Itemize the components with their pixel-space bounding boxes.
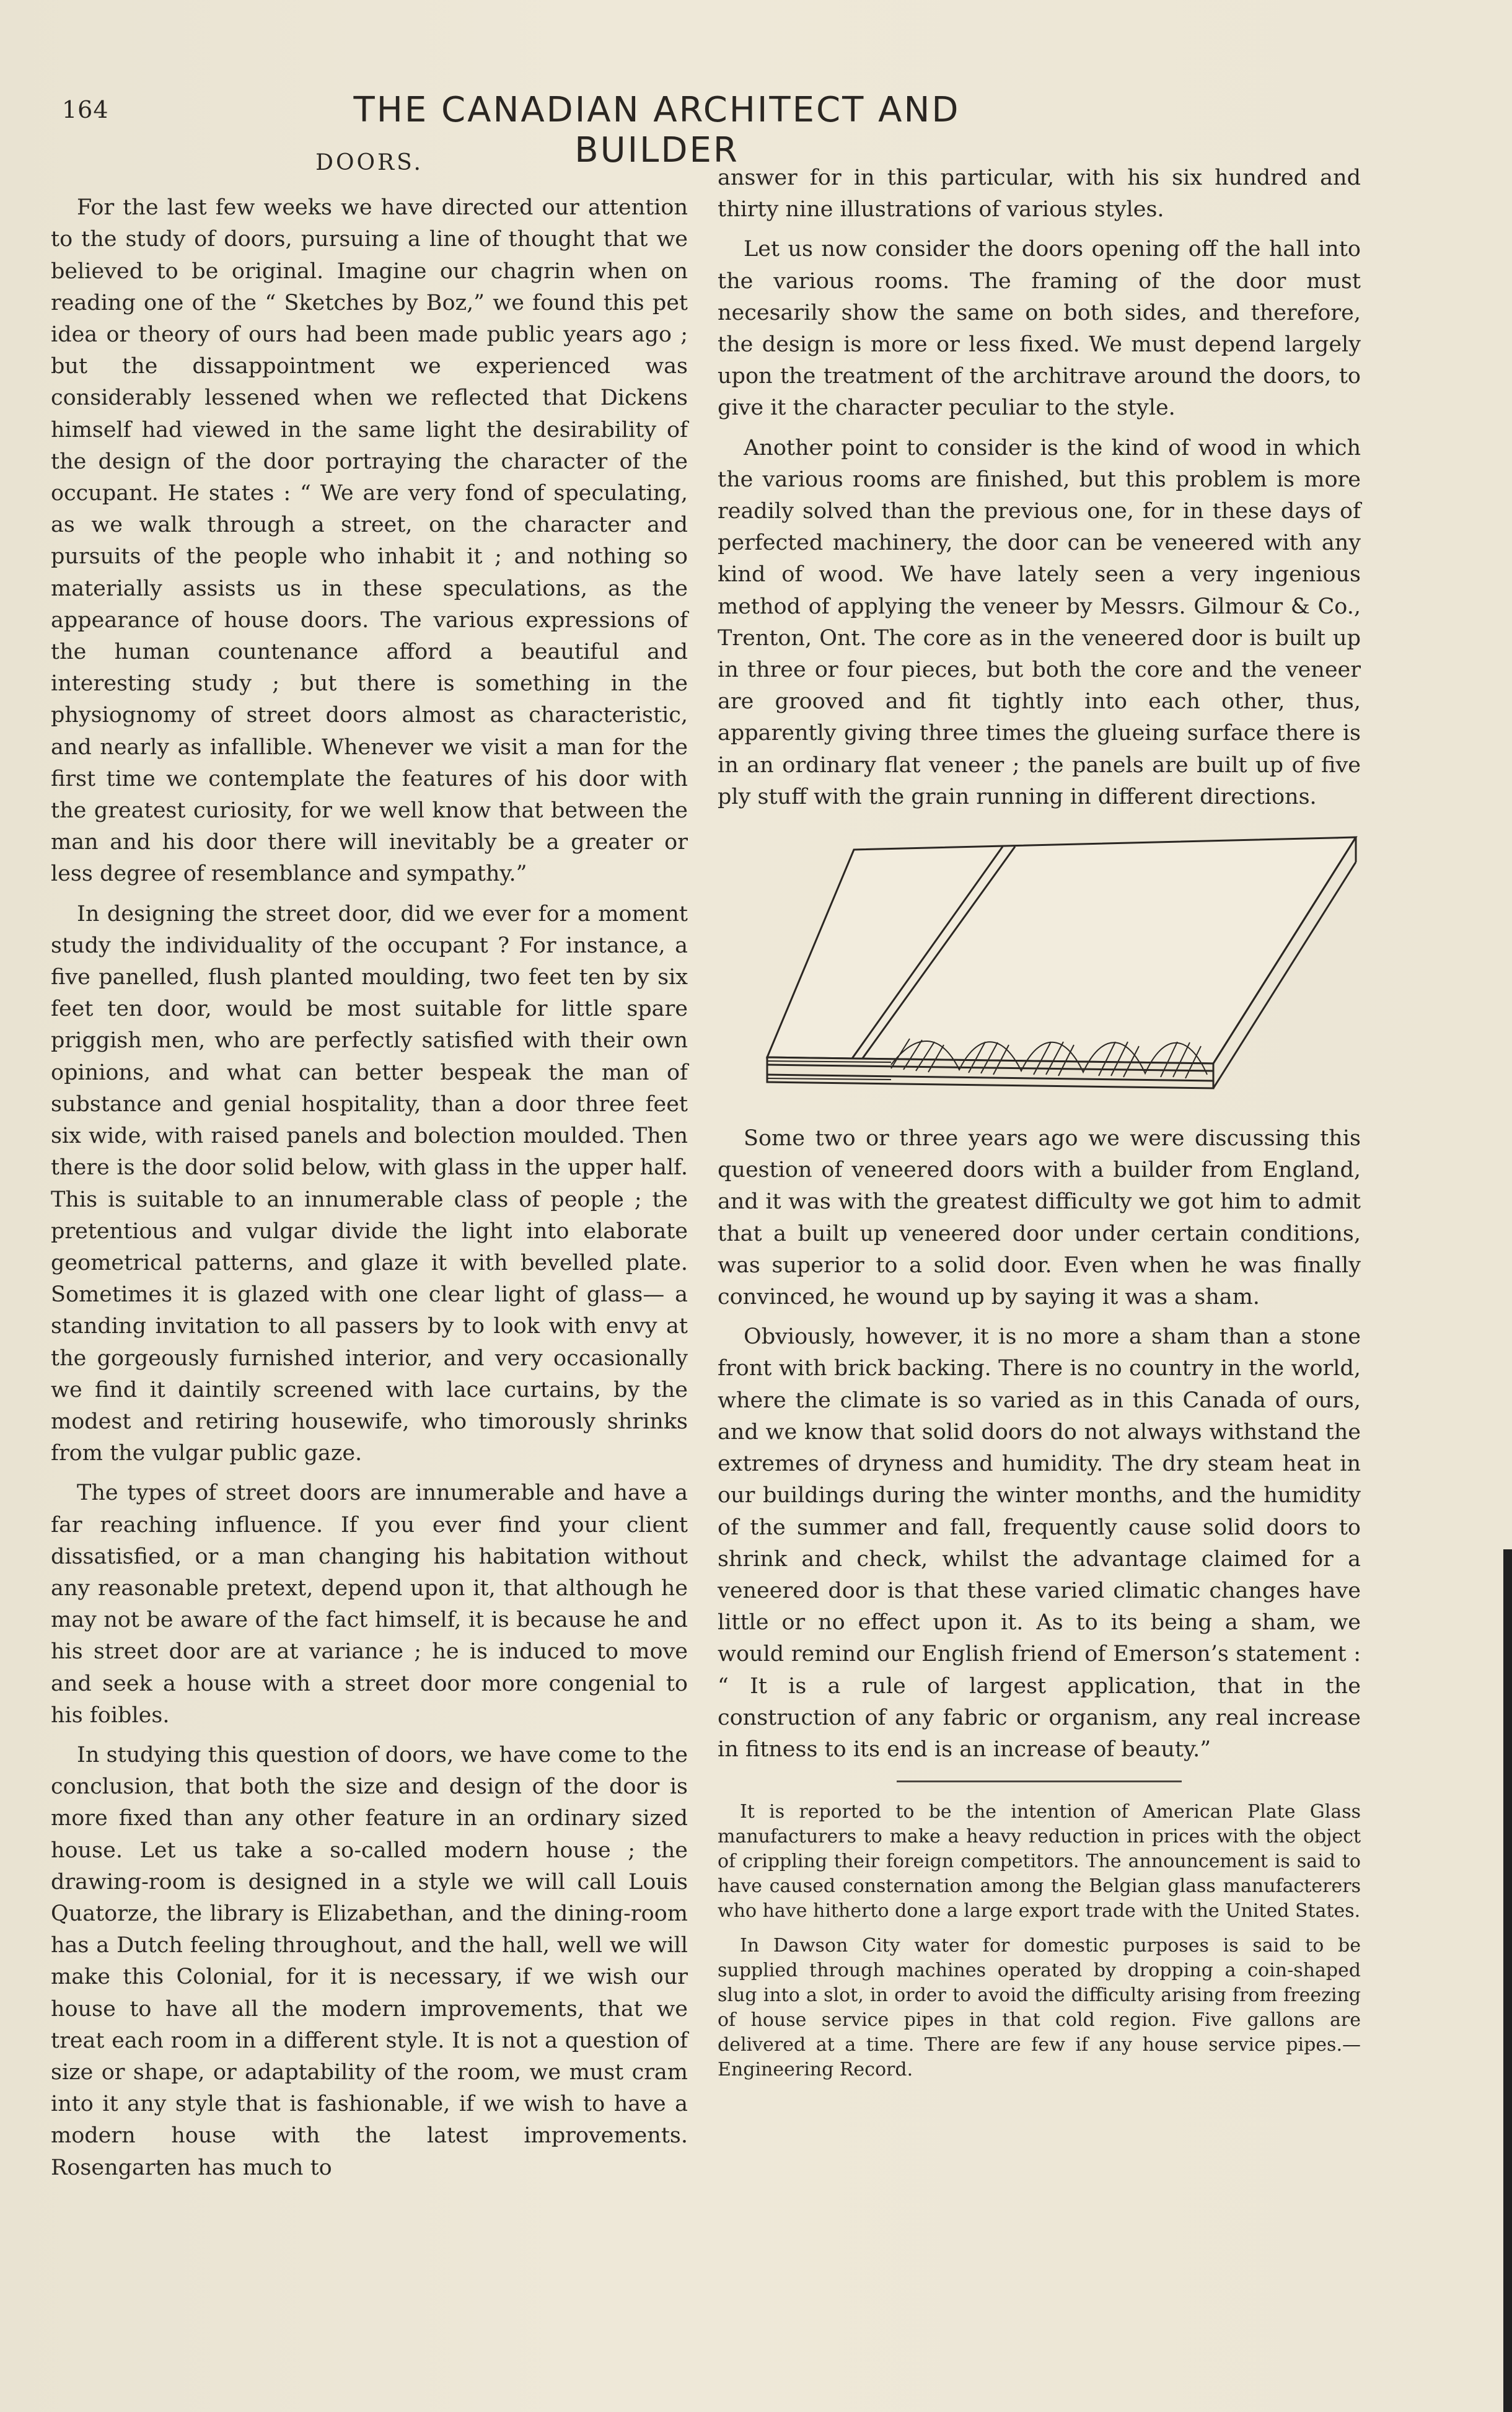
news-note: It is reported to be the intention of American Plate Glass manufacturers to make a heavy reduction in prices with the object of crippling their foreign competitors. The announcement is said to have caused consternation among the Belgian glass manufacterers who have hitherto done a large export trade with the United States.	[718, 1801, 1361, 1922]
left-column	[51, 139, 688, 2192]
journal-title: THE CANADIAN ARCHITECT AND BUILDER	[353, 90, 960, 170]
news-notes	[718, 1800, 1361, 2082]
right-column	[718, 162, 1361, 2092]
binding-edge	[1503, 1549, 1512, 2412]
paragraph: Some two or three years ago we were discussing this question of veneered doors with a builder from England, and it was with the greatest difficulty we got him to admit that a built up veneered door under certain conditions, was superior to a solid door. Even when he was finally convinced, he wound up by saying it was a sham.	[718, 1126, 1361, 1310]
section-divider	[897, 1780, 1182, 1782]
paragraph: In studying this question of doors, we have come to the conclusion, that both the size and design of the door is more fixed than any other feature in an ordinary sized house. Let us take a so-called modern house ; the drawing-room is designed in a style we will call Louis Quatorze, the library is Elizabethan, and the dining-room has a Dutch feeling throughout, and the hall, well we will make this Colonial, for it is necessary, if we wish our house to have all the modern improvements, that we treat each room in a different style. It is not a question of size or shape, or adaptability of the room, we must cram into it any style that is fashionable, if we wish to have a modern house with the latest improvements. Rosengarten has much to	[51, 1742, 688, 2180]
paragraph: Obviously, however, it is no more a sham than a stone front with brick backing. There is no country in the world, where the climate is so varied as in this Canada of ours, and we know that solid doors do not always withstand the extremes of dryness and humidity. The dry steam heat in our buildings during the winter months, and the humidity of the summer and fall, frequently cause solid doors to shrink and check, whilst the advantage claimed for a veneered door is that these varied climatic changes have little or no effect upon it. As to its being a sham, we would remind our English friend of Emerson’s statement : “ It is a rule of largest application, that in the construction of any fabric or organism, any real increase in fitness to its end is an increase of beauty.”	[718, 1324, 1361, 1762]
page-number: 164	[62, 96, 109, 123]
paragraph: The types of street doors are innumerable and have a far reaching influence. If you ever find your client dissatisfied, or a man changing his habitation without any reasonable pretext, depend upon it, that although he may not be aware of the fact himself, it is because he and his street door are at variance ; he is induced to move and seek a house with a street door more congenial to his foibles.	[51, 1481, 688, 1728]
door-section-drawing	[755, 828, 1362, 1107]
paragraph: Another point to consider is the kind of wood in which the various rooms are finished, but this problem is more readily solved than the previous one, for in these days of perfected machinery, the door can be veneered with any kind of wood. We have lately seen a very ingenious method of applying the veneer by Messrs. Gilmour & Co., Trenton, Ont. The core as in the veneered door is built up in three or four pieces, but both the core and the veneer are grooved and fit tightly into each other, thus, apparently giving three times the glueing surface there is in an ordinary flat veneer ; the panels are built up of five ply stuff with the grain running in different directions.	[718, 435, 1361, 809]
paragraph: In designing the street door, did we ever for a moment study the individuality of the occupant ? For instance, a five panelled, flush planted moulding, two feet ten by six feet ten door, would be most suitable for little spare priggish men, who are perfectly satisfied with their own opinions, and what can better bespeak the man of substance and genial hospitality, than a door three feet six wide, with raised panels and bolection moulded. Then there is the door solid below, with glass in the upper half. This is suitable to an innumerable class of people ; the pretentious and vulgar divide the light into elaborate geometrical patterns, and glaze it with bevelled plate. Sometimes it is glazed with one clear light of glass— a standing invitation to all passers by to look with envy at the gorgeously furnished interior, and very occasionally we find it daintily screened with lace curtains, by the modest and retiring housewife, who timorously shrinks from the vulgar public gaze.	[51, 901, 688, 1466]
paragraph: Let us now consider the doors opening off the hall into the various rooms. The framing of the door must necesarily show the same on both sides, and therefore, the design is more or less fixed. We must depend largely upon the treatment of the architrave around the doors, to give it the character peculiar to the style.	[718, 237, 1361, 421]
paragraph: For the last few weeks we have directed our attention to the study of doors, pursuing a line of thought that we believed to be original. Imagine our chagrin when on reading one of the “ Sketches by Boz,” we found this pet idea or theory of ours had been made public years ago ; but the dissappointment we experienced was considerably lessened when we reflected that Dickens himself had viewed in the same light the desirability of the design of the door portraying the character of the occupant. He states : “ We are very fond of speculating, as we walk through a street, on the character and pursuits of the people who inhabit it ; and nothing so materially assists us in these speculations, as the appearance of house doors. The various expressions of the human countenance afford a beautiful and interesting study ; but there is something in the physiognomy of street doors almost as characteristic, and nearly as infallible. Whenever we visit a man for the first time we contemplate the features of his door with the greatest curiosity, for we well know that between the man and his door there will inevitably be a greater or less degree of resemblance and sympathy.”	[51, 195, 688, 887]
article-title: DOORS.	[315, 150, 423, 175]
news-note: In Dawson City water for domestic purposes is said to be supplied through machines operated by dropping a coin-shaped slug into a slot, in order to avoid the difficulty arising from freezing of house service pipes in that cold region. Five gallons are delivered at a time. There are few if any house service pipes.—Engineering Record.	[718, 1935, 1361, 2081]
paragraph-continuation: answer for in this particular, with his six hundred and thirty nine illustrations of various styles.	[718, 165, 1361, 222]
veneered-door-illustration	[718, 828, 1361, 1107]
